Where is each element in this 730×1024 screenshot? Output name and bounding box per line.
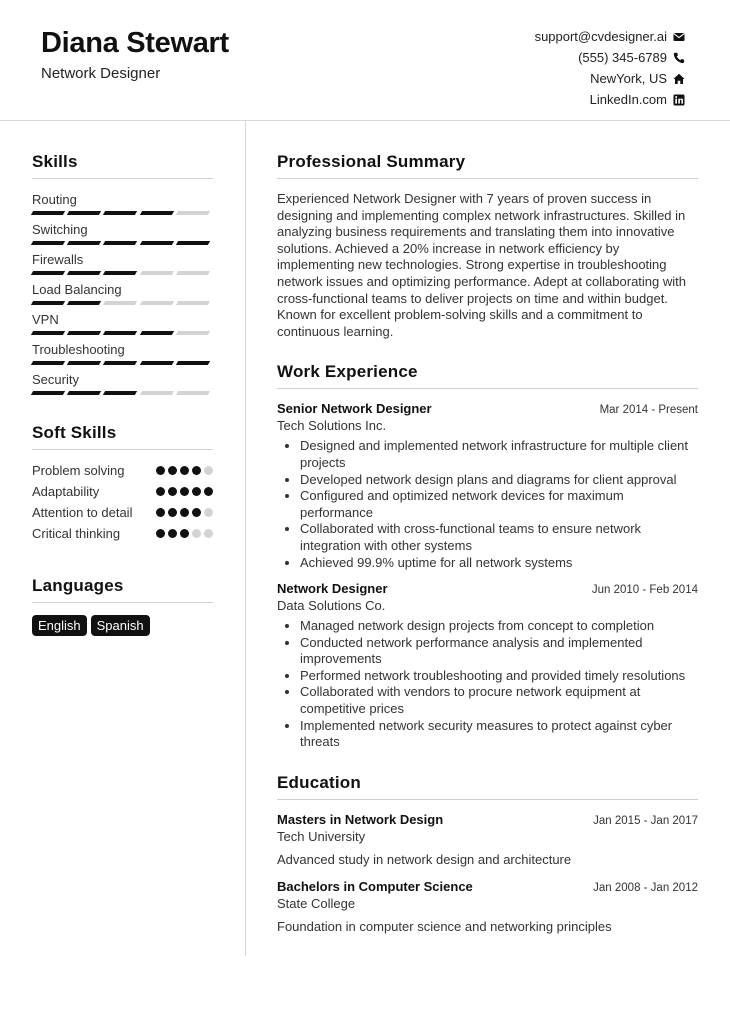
skill-name: Switching: [32, 222, 88, 237]
rating-dot: [192, 487, 201, 496]
job-bullets: [300, 618, 698, 751]
column-divider: [245, 121, 246, 956]
resume-header: [0, 0, 730, 121]
education-description: Foundation in computer science and networking principles: [277, 918, 612, 934]
skill-item: [32, 191, 213, 215]
skill-level-segment: [67, 211, 102, 215]
soft-skill-item: [32, 483, 213, 500]
skill-level-segment: [176, 331, 211, 335]
skill-item: [32, 281, 213, 305]
rating-dot: [168, 508, 177, 517]
main-content: [277, 152, 698, 946]
job-company: Data Solutions Co.: [277, 598, 386, 614]
soft-skill-item: [32, 525, 213, 542]
rating-dot: [156, 508, 165, 517]
soft-skill-rating: [153, 504, 213, 517]
skill-item: [32, 371, 213, 395]
skill-item: [32, 341, 213, 365]
envelope-icon: [673, 31, 685, 43]
skill-name: Troubleshooting: [32, 342, 125, 357]
skill-level-segment: [139, 361, 174, 365]
rating-dot: [192, 466, 201, 475]
school-name: State College: [277, 895, 356, 911]
job-date: Mar 2014 - Present: [599, 404, 698, 417]
soft-skill-name: Critical thinking: [32, 526, 121, 541]
skill-level-segment: [31, 391, 66, 395]
job-bullet: • Configured and optimized network devices for maximum performance: [300, 488, 698, 521]
skill-level-bar: [32, 301, 213, 305]
rating-dot: [168, 466, 177, 475]
skill-name: Firewalls: [32, 252, 84, 267]
contact-email[interactable]: [535, 26, 685, 47]
skill-level-segment: [67, 331, 102, 335]
skill-level-segment: [103, 211, 138, 215]
job-bullets: [300, 438, 698, 571]
skill-level-segment: [176, 241, 211, 245]
contact-linkedin[interactable]: [535, 89, 685, 110]
skill-level-segment: [67, 241, 102, 245]
skill-level-segment: [139, 211, 174, 215]
skill-level-segment: [139, 271, 174, 275]
skill-level-segment: [103, 391, 138, 395]
phone-icon: [673, 52, 685, 64]
experience-heading: Work Experience: [277, 362, 698, 389]
candidate-role: Network Designer: [41, 65, 161, 82]
skill-level-bar: [32, 391, 213, 395]
soft-skill-name: Problem solving: [32, 463, 125, 478]
skill-level-segment: [31, 241, 66, 245]
skill-level-segment: [139, 241, 174, 245]
skill-level-segment: [103, 361, 138, 365]
skill-item: [32, 251, 213, 275]
job-bullet: • Performed network troubleshooting and provided timely resolutions: [300, 668, 698, 685]
skill-level-segment: [67, 271, 102, 275]
summary-heading: Professional Summary: [277, 152, 698, 179]
rating-dot: [168, 529, 177, 538]
skill-level-bar: [32, 271, 213, 275]
rating-dot: [192, 508, 201, 517]
summary-text: Experienced Network Designer with 7 years of proven success in designing and implementing complex network infrastructures. Skilled in analyzing business requirements and translating them into innovative solutions. Achieved a 20% increase in network efficiency by implementing new technologies. Strong expertise in troubleshooting network issues and optimizing performance. Adept at collaborating with cross-functional teams to deliver projects on time and within budget. Known for excellent problem-solving skills and a commitment to continuous learning.: [277, 191, 686, 339]
language-badge: English: [32, 615, 87, 636]
rating-dot: [204, 508, 213, 517]
rating-dot: [204, 487, 213, 496]
soft-skill-name: Adaptability: [32, 484, 100, 499]
languages-heading: Languages: [32, 576, 213, 603]
rating-dot: [204, 529, 213, 538]
rating-dot: [156, 529, 165, 538]
rating-dot: [156, 466, 165, 475]
job-bullet: • Collaborated with vendors to procure network equipment at competitive prices: [300, 684, 698, 717]
skill-level-segment: [103, 241, 138, 245]
skill-level-segment: [31, 271, 66, 275]
skill-level-segment: [139, 391, 174, 395]
job-entry: [277, 581, 698, 751]
skill-level-segment: [176, 271, 211, 275]
rating-dot: [180, 487, 189, 496]
contact-linkedin-text[interactable]: LinkedIn.com: [589, 92, 667, 107]
job-title: Network Designer: [277, 581, 388, 597]
skill-level-bar: [32, 241, 213, 245]
skill-level-segment: [103, 331, 138, 335]
education-description: Advanced study in network design and architecture: [277, 851, 572, 867]
skill-level-segment: [176, 391, 211, 395]
skill-name: VPN: [32, 312, 59, 327]
soft-skill-item: [32, 504, 213, 521]
skill-level-segment: [176, 361, 211, 365]
skill-level-bar: [32, 361, 213, 365]
skill-level-segment: [31, 331, 66, 335]
rating-dot: [192, 529, 201, 538]
job-bullet: • Conducted network performance analysis and implemented improvements: [300, 635, 698, 668]
language-badge: Spanish: [91, 615, 150, 636]
soft-skill-rating: [153, 483, 213, 496]
job-bullet: • Collaborated with cross-functional teams to ensure network integration with other systems: [300, 521, 698, 554]
rating-dot: [204, 466, 213, 475]
skill-name: Load Balancing: [32, 282, 122, 297]
degree-title: Masters in Network Design: [277, 811, 444, 827]
rating-dot: [180, 529, 189, 538]
education-heading: Education: [277, 773, 698, 800]
education-entry: [277, 812, 698, 867]
skill-level-segment: [103, 301, 138, 305]
linkedin-icon: [673, 94, 685, 106]
skill-level-segment: [67, 301, 102, 305]
skill-name: Security: [32, 372, 79, 387]
skill-level-segment: [31, 361, 66, 365]
job-bullet: • Implemented network security measures to protect against cyber threats: [300, 718, 698, 751]
job-company: Tech Solutions Inc.: [277, 418, 387, 434]
skill-item: [32, 311, 213, 335]
skills-heading: Skills: [32, 152, 213, 179]
education-date: Jan 2015 - Jan 2017: [593, 814, 698, 827]
rating-dot: [168, 487, 177, 496]
home-icon: [673, 73, 685, 85]
job-bullet: • Developed network design plans and diagrams for client approval: [300, 472, 698, 489]
rating-dot: [156, 487, 165, 496]
contact-location: [535, 68, 685, 89]
contact-list: [535, 26, 685, 110]
soft-skill-rating: [153, 525, 213, 538]
skill-level-segment: [31, 211, 66, 215]
skill-level-segment: [103, 271, 138, 275]
skill-level-segment: [176, 211, 211, 215]
rating-dot: [180, 508, 189, 517]
languages-list: [32, 615, 213, 636]
contact-phone-text[interactable]: (555) 345-6789: [578, 50, 667, 65]
education-entry: [277, 879, 698, 934]
skill-level-bar: [32, 331, 213, 335]
contact-email-text[interactable]: support@cvdesigner.ai: [534, 29, 667, 44]
school-name: Tech University: [277, 828, 366, 844]
soft-skills-heading: Soft Skills: [32, 423, 213, 450]
skill-level-segment: [139, 301, 174, 305]
job-bullet: • Achieved 99.9% uptime for all network systems: [300, 555, 698, 572]
soft-skills-list: [32, 462, 213, 542]
skill-item: [32, 221, 213, 245]
skill-level-segment: [176, 301, 211, 305]
job-title: Senior Network Designer: [277, 401, 432, 417]
job-bullet: • Designed and implemented network infrastructure for multiple client projects: [300, 438, 698, 471]
soft-skill-name: Attention to detail: [32, 505, 133, 520]
candidate-name: Diana Stewart: [41, 27, 229, 59]
skill-level-segment: [67, 391, 102, 395]
skill-level-bar: [32, 211, 213, 215]
skill-level-segment: [139, 331, 174, 335]
job-bullet: • Managed network design projects from concept to completion: [300, 618, 698, 635]
rating-dot: [180, 466, 189, 475]
sidebar: [32, 152, 213, 636]
skills-list: [32, 191, 213, 395]
contact-phone[interactable]: [535, 47, 685, 68]
contact-location-text: NewYork, US: [590, 71, 667, 86]
degree-title: Bachelors in Computer Science: [277, 878, 473, 894]
education-date: Jan 2008 - Jan 2012: [593, 881, 698, 894]
skill-level-segment: [67, 361, 102, 365]
skill-name: Routing: [32, 192, 77, 207]
job-date: Jun 2010 - Feb 2014: [591, 584, 698, 597]
soft-skill-item: [32, 462, 213, 479]
job-entry: [277, 401, 698, 571]
skill-level-segment: [31, 301, 66, 305]
soft-skill-rating: [153, 462, 213, 475]
